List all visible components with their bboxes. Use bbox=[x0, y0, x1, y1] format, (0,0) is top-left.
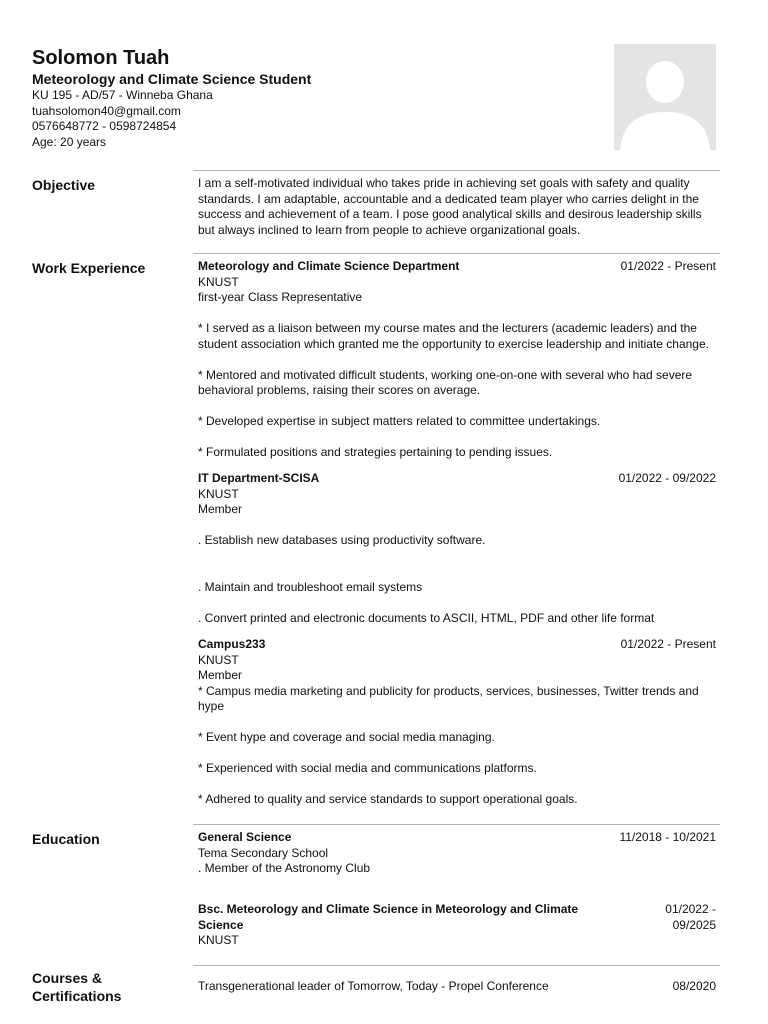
work-item: * Formulated positions and strategies pertaining to pending issues. bbox=[198, 445, 553, 459]
work-item: * Mentored and motivated difficult students, working one-on-one with several who had severe behavioral problems, raising their scores on average. bbox=[198, 367, 693, 397]
work-org: Campus233 bbox=[198, 637, 266, 651]
education-title: Education bbox=[32, 831, 100, 847]
education-date: 11/2018 - 10/2021 bbox=[619, 830, 716, 844]
work-entry bbox=[198, 471, 716, 626]
candidate-headline: Meteorology and Climate Science Student bbox=[32, 71, 312, 87]
education-degree: General Science bbox=[198, 830, 292, 844]
work-place: KNUST bbox=[198, 486, 239, 501]
work-item: * Campus media marketing and publicity for products, services, businesses, Twitter trends and hype bbox=[198, 683, 699, 713]
courses-title: Courses & Certifications bbox=[32, 970, 122, 1004]
work-item: * Developed expertise in subject matters related to committee undertakings. bbox=[198, 414, 601, 428]
resume-header bbox=[32, 46, 592, 150]
section-divider bbox=[193, 170, 720, 171]
course-date: 08/2020 bbox=[672, 979, 716, 993]
education-date-end: 09/2025 bbox=[672, 917, 716, 932]
work-item: * Adhered to quality and service standards to support operational goals. bbox=[198, 792, 578, 806]
work-place: KNUST bbox=[198, 652, 239, 667]
work-date: 01/2022 - Present bbox=[620, 259, 716, 273]
education-date-start: 01/2022 - bbox=[665, 902, 716, 916]
section-divider bbox=[193, 253, 720, 254]
section-divider bbox=[193, 965, 720, 966]
work-item: * I served as a liaison between my course mates and the lecturers (academic leaders) and the student association which granted me the opportunity to exercise leadership and initiate change. bbox=[198, 321, 709, 351]
work-entry bbox=[198, 259, 716, 461]
objective-title: Objective bbox=[32, 177, 96, 193]
work-item: . Convert printed and electronic documents to ASCII, HTML, PDF and other life format bbox=[198, 610, 655, 625]
work-role: first-year Class Representative bbox=[198, 290, 363, 304]
course-name: Transgenerational leader of Tomorrow, Today - Propel Conference bbox=[198, 979, 549, 993]
work-org: Meteorology and Climate Science Department bbox=[198, 259, 460, 273]
candidate-name: Solomon Tuah bbox=[32, 47, 170, 69]
education-school: Tema Secondary School bbox=[198, 845, 329, 860]
education-entry bbox=[198, 902, 716, 949]
work-org: IT Department-SCISA bbox=[198, 471, 320, 485]
profile-photo bbox=[614, 44, 716, 150]
work-experience-title: Work Experience bbox=[32, 260, 146, 276]
work-date: 01/2022 - 09/2022 bbox=[618, 471, 716, 485]
section-divider bbox=[193, 824, 720, 825]
candidate-age: Age: 20 years bbox=[32, 134, 107, 149]
course-entry bbox=[198, 979, 716, 995]
education-school: KNUST bbox=[198, 933, 239, 947]
work-place: KNUST bbox=[198, 274, 239, 289]
work-role: Member bbox=[198, 668, 243, 682]
candidate-email[interactable]: tuahsolomon40@gmail.com bbox=[32, 103, 181, 118]
education-degree: Bsc. Meteorology and Climate Science in Meteorology and Climate Science bbox=[198, 902, 579, 932]
work-date: 01/2022 - Present bbox=[620, 637, 716, 651]
education-entry bbox=[198, 830, 716, 877]
work-entry bbox=[198, 637, 716, 808]
work-role: Member bbox=[198, 502, 243, 516]
work-item: * Experienced with social media and communications platforms. bbox=[198, 761, 537, 775]
work-item: * Event hype and coverage and social media managing. bbox=[198, 730, 495, 744]
education-note: . Member of the Astronomy Club bbox=[198, 861, 371, 875]
person-silhouette-icon bbox=[614, 44, 716, 150]
candidate-phone: 0576648772 - 0598724854 bbox=[32, 119, 177, 133]
objective-text: I am a self-motivated individual who takes pride in achieving set goals with safety and quality standards. I am adaptable, accountable and a dedicated team player who carries delight in the success and achievement of a team. I pose good analytical skills and desirous leadership skills but always inclined to learn from people to achieve organizational goals. bbox=[198, 176, 702, 237]
work-item: . Maintain and troubleshoot email systems bbox=[198, 579, 423, 594]
candidate-address: KU 195 - AD/57 - Winneba Ghana bbox=[32, 88, 213, 102]
work-item: . Establish new databases using productivity software. bbox=[198, 533, 486, 547]
education-date bbox=[665, 902, 716, 933]
